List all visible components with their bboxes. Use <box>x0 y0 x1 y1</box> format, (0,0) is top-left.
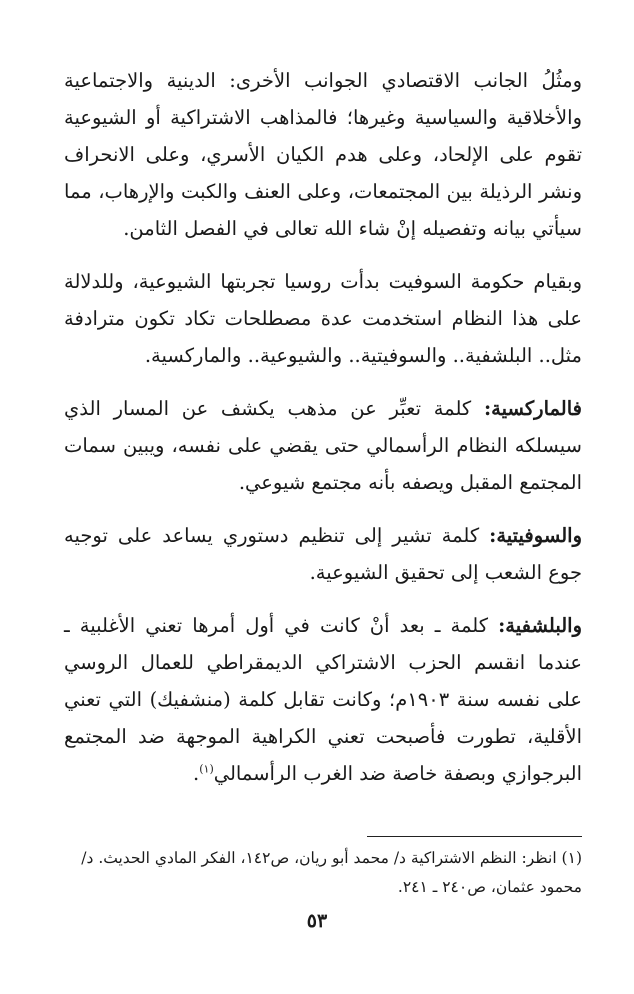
term-marxism: فالماركسية: <box>483 397 582 420</box>
paragraph-marxism <box>64 390 582 501</box>
paragraph-bolshevism <box>64 607 582 792</box>
paragraph-2 <box>64 263 582 374</box>
paragraph-bolshevism-text: كلمة ـ بعد أنْ كانت في أول أمرها تعني الأغلبية ـ عندما انقسم الحزب الاشتراكي الديمقراطي للعمال الروسي على نفسه سنة ١٩٠٣م؛ وكانت تقابل كلمة (منشفيك) التي تعني الأقلية، تطورت فأصبحت تعني الكراهية الموجهة ضد المجتمع البرجوازي وبصفة خاصة ضد الغرب الرأسمالي <box>64 614 582 785</box>
term-sovietism: والسوفيتية: <box>489 524 582 547</box>
paragraph-1-text: ومثُلُ الجانب الاقتصادي الجوانب الأخرى: الدينية والاجتماعية والأخلاقية والسياسية وغيرها؛ فالمذاهب الاشتراكية أو الشيوعية تقوم على الإلحاد، وعلى هدم الكيان الأسري، وعلى الانحراف ونشر الرذيلة بين المجتمعات، وعلى العنف والكبت والإرهاب، مما سيأتي بيانه وتفصيله إنْ شاء الله تعالى في الفصل الثامن. <box>64 69 582 240</box>
paragraph-1 <box>64 62 582 247</box>
paragraph-sovietism <box>64 517 582 591</box>
footnotes <box>64 844 582 902</box>
footnote-reference[interactable]: (١) <box>199 762 214 776</box>
term-bolshevism: والبلشفية: <box>498 614 582 637</box>
footnote-divider <box>367 836 582 837</box>
page-number: ٥٣ <box>306 910 328 932</box>
paragraph-bolshevism-end: . <box>193 762 200 785</box>
paragraph-2-text: وبقيام حكومة السوفيت بدأت روسيا تجربتها الشيوعية، وللدلالة على هذا النظام استخدمت عدة مصطلحات تكاد تكون مترادفة مثل.. البلشفية.. والسوفيتية.. والشيوعية.. والماركسية. <box>64 270 582 367</box>
footnote-1: (١) انظر: النظم الاشتراكية د/ محمد أبو ريان، ص١٤٢، الفكر المادي الحديث. د/ محمود عثمان، ص٢٤٠ ـ ٢٤١. <box>81 849 582 896</box>
main-text <box>64 62 582 808</box>
paragraph-sovietism-text: كلمة تشير إلى تنظيم دستوري يساعد على توجيه جوع الشعب إلى تحقيق الشيوعية. <box>64 524 582 584</box>
paragraph-marxism-text: كلمة تعبِّر عن مذهب يكشف عن المسار الذي سيسلكه النظام الرأسمالي حتى يقضي على نفسه، ويبين سمات المجتمع المقبل ويصفه بأنه مجتمع شيوعي. <box>64 397 582 494</box>
